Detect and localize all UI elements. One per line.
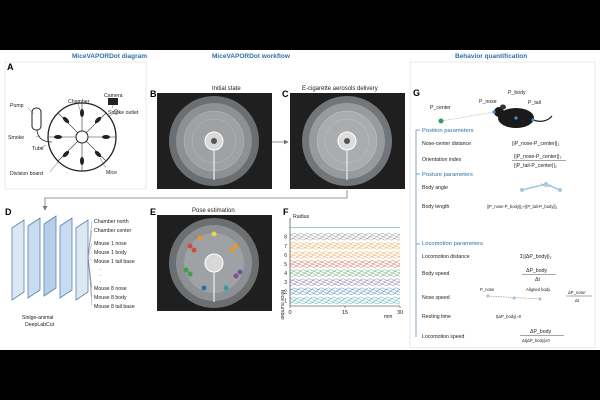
resting-label: Resting time <box>422 314 451 320</box>
mouse-1-series-line <box>290 299 400 301</box>
y-tick-label: 8 <box>284 234 287 241</box>
x-axis-label: min <box>384 314 393 320</box>
mouse-6-series-line <box>290 257 400 259</box>
body-speed-den: Δt <box>535 277 540 283</box>
locomotion-header: Locomotion parameters <box>422 241 483 247</box>
panel-label-d: D <box>5 207 12 217</box>
mouse-4-series-line <box>290 273 400 275</box>
mouse-1-series-line <box>290 301 400 303</box>
nose-center-formula: ||P_nose-P_center||₂ <box>512 141 560 147</box>
pose-estimation-photo <box>157 215 272 311</box>
x-tick-label: 15 <box>341 310 349 316</box>
body-speed-label: Body speed <box>422 271 450 277</box>
mouse-7-series-line <box>290 244 400 246</box>
figure <box>0 50 600 350</box>
kp-mouse8-nose: Mouse 8 nose <box>94 286 127 292</box>
y-tick-label: 3 <box>284 280 287 287</box>
network-diagram <box>12 216 88 300</box>
y-tick-label: 1 <box>284 298 287 305</box>
mouse-7-series-line <box>290 248 400 250</box>
mouse-6-series-line <box>290 251 400 253</box>
kp-chamber-north: Chamber north <box>94 219 129 225</box>
label-division-board: Division board <box>10 171 43 177</box>
mouse-4-series-line <box>290 275 400 277</box>
resting-formula: t|ΔP_body|=0 <box>496 314 522 319</box>
label-camera: Camera <box>104 93 123 99</box>
kp-mouse1-tail: Mouse 1 tail base <box>94 259 135 265</box>
panel-b-title: Initial state <box>212 86 241 92</box>
mouse-5-series-line <box>290 266 400 268</box>
panel-label-c: C <box>282 89 289 99</box>
y-tick-label: 2 <box>284 289 287 296</box>
mouse-3-series-line <box>290 280 400 282</box>
loco-speed-label: Locomotion speed <box>422 334 465 340</box>
mouse-2-series-line <box>290 290 400 292</box>
position-header: Position parameters <box>422 128 474 134</box>
label-mice: Mice <box>106 170 117 176</box>
nose-center-label: Nose-center distance <box>422 141 472 147</box>
y-tick-label: 4 <box>284 271 287 278</box>
mouse-2-series-line <box>290 288 400 290</box>
workflow-header: MiceVAPORDot workflow <box>212 53 290 60</box>
initial-state-photo <box>157 93 272 189</box>
mouse-5-series-line <box>290 262 400 264</box>
kp-mouse8-tail: Mouse 8 tail base <box>94 304 135 310</box>
body-angle-label: Body angle <box>422 185 448 191</box>
loco-distance-label: Locomotion distance <box>422 254 470 260</box>
orientation-den: ||P_tail-P_center||₂ <box>514 163 557 169</box>
label-tube: Tube <box>32 146 44 152</box>
mouse-7-series-line <box>290 242 400 244</box>
mouse-3-series-line <box>290 284 400 286</box>
kp-ellipsis-3: . <box>100 278 102 284</box>
label-smoke-outlet: Smoke outlet <box>108 110 139 116</box>
nose-speed-pnose: P_nose <box>480 287 495 292</box>
loco-speed-den: Δt|ΔP_body|≠0 <box>522 338 550 343</box>
mouse-1-series-line <box>290 302 400 304</box>
orientation-num: ||P_nose-P_center||₂ <box>514 154 562 160</box>
x-tick-label: 30 <box>396 310 404 316</box>
point-p-center: P_center <box>430 105 451 111</box>
mouse-4-series-line <box>290 271 400 273</box>
label-chamber: Chamber <box>68 99 90 105</box>
mouse-2-series-line <box>290 291 400 293</box>
dlc-caption-2: DeepLabCut <box>25 322 55 328</box>
point-p-nose: P_nose <box>479 99 497 105</box>
x-tick-label: 0 <box>288 310 292 316</box>
mouse-4-series-line <box>290 270 400 272</box>
mouse-8-series-line <box>290 233 400 235</box>
diagram-header: MiceVAPORDot diagram <box>72 53 148 60</box>
mouse-6-series-line <box>290 255 400 257</box>
mouse-7-series-line <box>290 246 400 248</box>
mouse-5-series-line <box>290 264 400 266</box>
orientation-label: Orientation index <box>422 157 462 163</box>
kp-mouse8-body: Mouse 8 body <box>94 295 127 301</box>
kp-mouse1-nose: Mouse 1 nose <box>94 241 127 247</box>
trajectory-chart <box>284 218 403 316</box>
mouse-5-series-line <box>290 260 400 262</box>
panel-label-a: A <box>7 62 14 72</box>
mouse-8-series-line <box>290 237 400 239</box>
loco-distance-formula: Σ||ΔP_body||₂ <box>520 254 552 260</box>
c-to-d-arrow <box>45 190 347 210</box>
panel-e-title: Pose estimation <box>192 208 235 214</box>
behavior-header: Behavior quantification <box>455 53 528 60</box>
mouse-3-series-line <box>290 282 400 284</box>
camera-icon <box>108 98 118 105</box>
point-p-body: P_body <box>508 90 526 96</box>
label-smoke: Smoke <box>8 135 25 141</box>
mouse-2-series-line <box>290 293 400 295</box>
y-tick-label: 6 <box>284 252 287 259</box>
panel-label-b: B <box>150 89 157 99</box>
body-length-label: Body length <box>422 204 450 210</box>
keypoint-fan <box>88 221 92 306</box>
y-tick-label: 5 <box>284 262 287 268</box>
panel-c-title: E-cigarette aerosols delivery <box>302 86 378 92</box>
kp-ellipsis-2: . <box>100 272 102 278</box>
panel-label-e: E <box>150 207 157 217</box>
nose-speed-den: Δt <box>575 298 579 303</box>
y-axis-label: Mice number <box>279 290 285 320</box>
posture-header: Posture parameters <box>422 172 473 178</box>
label-pump: Pump <box>10 103 24 109</box>
nose-speed-num: ΔP_nose' <box>568 290 586 295</box>
dlc-caption-1: Sinlge-animal <box>22 315 54 321</box>
mouse-8-series-line <box>290 239 400 241</box>
mouse-6-series-line <box>290 253 400 255</box>
kp-mouse1-body: Mouse 1 body <box>94 250 127 256</box>
kp-chamber-center: Chamber center <box>94 228 132 234</box>
loco-speed-num: ΔP_body <box>530 329 552 335</box>
body-length-formula: ||P_nose-P_body||₂+||P_tail-P_body||₂ <box>487 204 558 209</box>
y-tick-label: 7 <box>284 243 287 250</box>
panel-label-f: F <box>283 207 289 217</box>
aligned-body-label: Aligned body <box>526 287 551 292</box>
nose-speed-label: Nose speed <box>422 295 450 301</box>
kp-ellipsis-1: . <box>100 266 102 272</box>
panel-label-g: G <box>413 88 421 98</box>
aerosol-delivery-photo <box>290 93 405 189</box>
point-p-tail: P_tail <box>528 100 541 106</box>
radius-label: Radius <box>293 214 310 220</box>
mouse-8-series-line <box>290 235 400 237</box>
body-speed-num: ΔP_body <box>526 268 548 274</box>
